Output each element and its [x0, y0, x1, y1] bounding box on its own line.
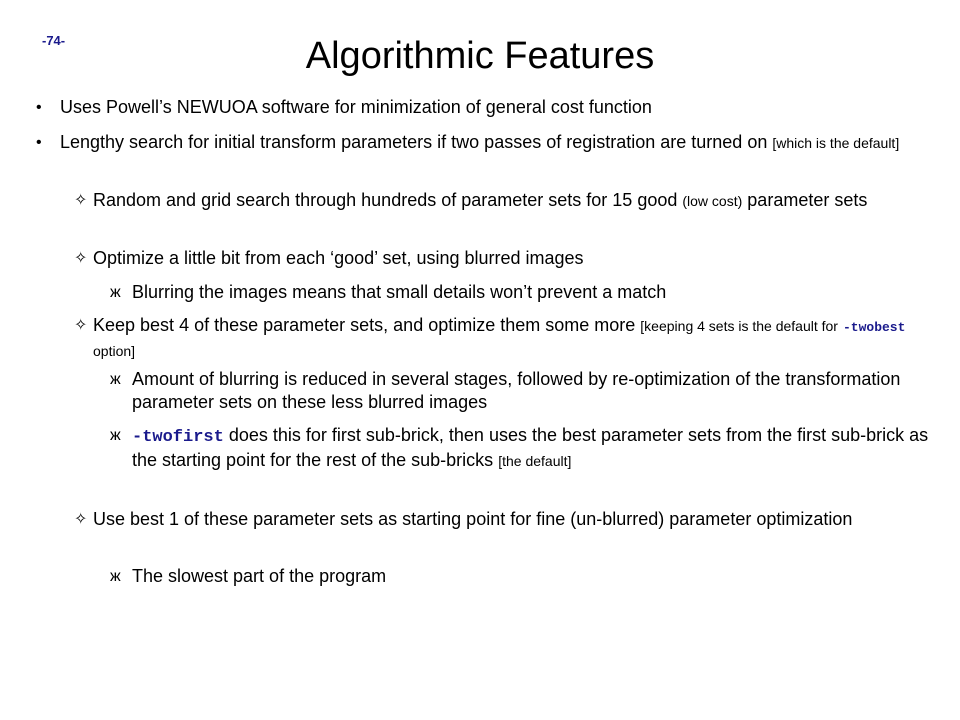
item-note: [keeping 4 sets is the default for — [640, 318, 838, 334]
sub-bullet-icon: ж — [110, 284, 121, 301]
sparkle-bullet-icon: ✧ — [74, 317, 88, 334]
item-text: Uses Powell’s NEWUOA software for minimization of general cost function — [60, 97, 652, 117]
list-item — [132, 368, 932, 414]
list-item — [93, 314, 933, 363]
sparkle-bullet-icon: ✧ — [74, 192, 88, 209]
list-item — [132, 281, 922, 304]
sub-bullet-icon: ж — [110, 427, 121, 444]
list-item — [132, 565, 912, 588]
list-item — [93, 247, 893, 270]
list-item — [93, 508, 873, 531]
item-text: does this for first sub-brick, then uses the best parameter sets from the first sub-brick as the starting point for the rest of the sub-bricks — [132, 425, 929, 470]
sub-bullet-icon: ж — [110, 568, 121, 585]
item-tail: parameter sets — [747, 190, 868, 210]
item-note: [the default] — [498, 453, 572, 469]
list-item — [132, 424, 932, 473]
item-text: Amount of blurring is reduced in several stages, followed by re-optimization of the transformation parameter sets on these less blurred images — [132, 369, 901, 412]
item-text: Lengthy search for initial transform parameters if two passes of registration are turned on — [60, 132, 768, 152]
sub-bullet-icon: ж — [110, 371, 121, 388]
item-note: (low cost) — [682, 193, 743, 209]
item-text: The slowest part of the program — [132, 566, 387, 586]
item-note: option] — [93, 343, 136, 359]
item-text: Blurring the images means that small details won’t prevent a match — [132, 282, 667, 302]
list-item — [93, 189, 893, 213]
sparkle-bullet-icon: ✧ — [74, 511, 88, 528]
list-item — [60, 131, 930, 155]
page-number: -74- — [42, 33, 66, 48]
item-text: Use best 1 of these parameter sets as starting point for fine (un-blurred) parameter optimization — [93, 509, 853, 529]
bullet-dot-icon: • — [36, 134, 42, 151]
bullet-dot-icon: • — [36, 99, 42, 116]
code-flag: -twobest — [843, 320, 906, 335]
list-item — [60, 96, 930, 119]
item-text: Optimize a little bit from each ‘good’ set, using blurred images — [93, 248, 584, 268]
slide-title: Algorithmic Features — [305, 35, 655, 77]
code-flag: -twofirst — [132, 428, 224, 447]
item-text: Random and grid search through hundreds of parameter sets for 15 good — [93, 190, 678, 210]
sparkle-bullet-icon: ✧ — [74, 250, 88, 267]
item-note: [which is the default] — [772, 135, 900, 151]
item-text: Keep best 4 of these parameter sets, and optimize them some more — [93, 315, 636, 335]
